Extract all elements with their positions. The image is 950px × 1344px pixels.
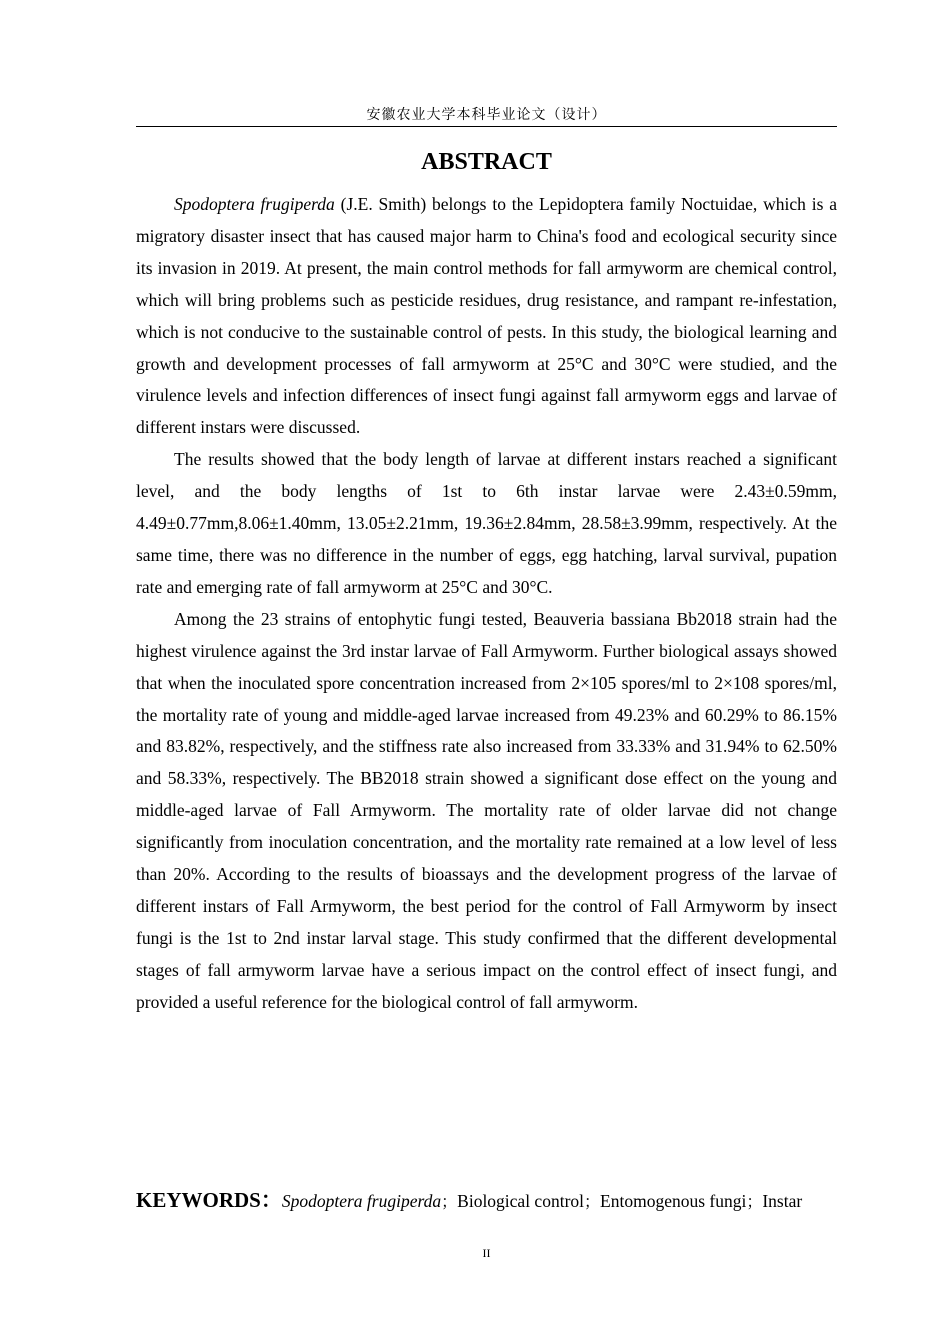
abstract-body <box>136 189 837 1019</box>
header-rule <box>136 126 837 127</box>
keyword-separator: ； <box>746 1192 763 1211</box>
keyword-4: Instar <box>762 1191 803 1211</box>
paragraph-1-text: (J.E. Smith) belongs to the Lepidoptera family Noctuidae, which is a migratory disaster insect that has caused major harm to China's food and ecological security since its invasion in 2019. At present, the main control methods for fall armyworm are chemical control, which will bring problems such as pesticide residues, drug resistance, and rampant re-infestation, which is not conducive to the sustainable control of pests. In this study, the biological learning and growth and development processes of fall armyworm at 25°C and 30°C were studied, and the virulence levels and infection differences of insect fungi against fall armyworm eggs and larvae of different instars were discussed. <box>136 194 837 438</box>
keywords-label: KEYWORDS： <box>136 1188 282 1212</box>
keyword-separator: ； <box>441 1192 458 1211</box>
abstract-paragraph-2: The results showed that the body length of larvae at different instars reached a significant level, and the body lengths of 1st to 6th instar larvae were 2.43±0.59mm, 4.49±0.77mm,8.06±1.40mm, 13.05±2.21mm, 19.36±2.84mm, 28.58±3.99mm, respectively. At the same time, there was no difference in the number of eggs, egg hatching, larval survival, pupation rate and emerging rate of fall armyworm at 25°C and 30°C. <box>136 449 837 597</box>
abstract-paragraph-1 <box>136 189 837 444</box>
abstract-paragraph-3: Among the 23 strains of entophytic fungi tested, Beauveria bassiana Bb2018 strain had the highest virulence against the 3rd instar larvae of Fall Armyworm. Further biological assays showed that when the inoculated spore concentration increased from 2×105 spores/ml to 2×108 spores/ml, the mortality rate of young and middle-aged larvae increased from 49.23% and 60.29% to 86.15% and 83.82%, respectively, and the stiffness rate also increased from 33.33% and 31.94% to 62.50% and 58.33%, respectively. The BB2018 strain showed a significant dose effect on the young and middle-aged larvae of Fall Armyworm. The mortality rate of older larvae did not change significantly from inoculation concentration, and the mortality rate remained at a low level of less than 20%. According to the results of bioassays and the development progress of the larvae of different instars of Fall Armyworm, the best period for the control of Fall Armyworm by insect fungi is the 1st to 2nd instar larval stage. This study confirmed that the different developmental stages of fall armyworm larvae have a serious impact on the control effect of insect fungi, and provided a useful reference for the biological control of fall armyworm. <box>136 608 837 1012</box>
keyword-2: Biological control <box>457 1191 585 1211</box>
keywords-line <box>136 1184 841 1218</box>
species-name: Spodoptera frugiperda <box>174 194 335 214</box>
keyword-3: Entomogenous fungi <box>600 1191 747 1211</box>
running-header: 安徽农业大学本科毕业论文（设计） <box>366 107 607 123</box>
page-number: II <box>482 1246 491 1260</box>
keyword-1: Spodoptera frugiperda <box>281 1191 442 1211</box>
keyword-separator: ； <box>584 1192 601 1211</box>
abstract-title: ABSTRACT <box>421 149 552 175</box>
